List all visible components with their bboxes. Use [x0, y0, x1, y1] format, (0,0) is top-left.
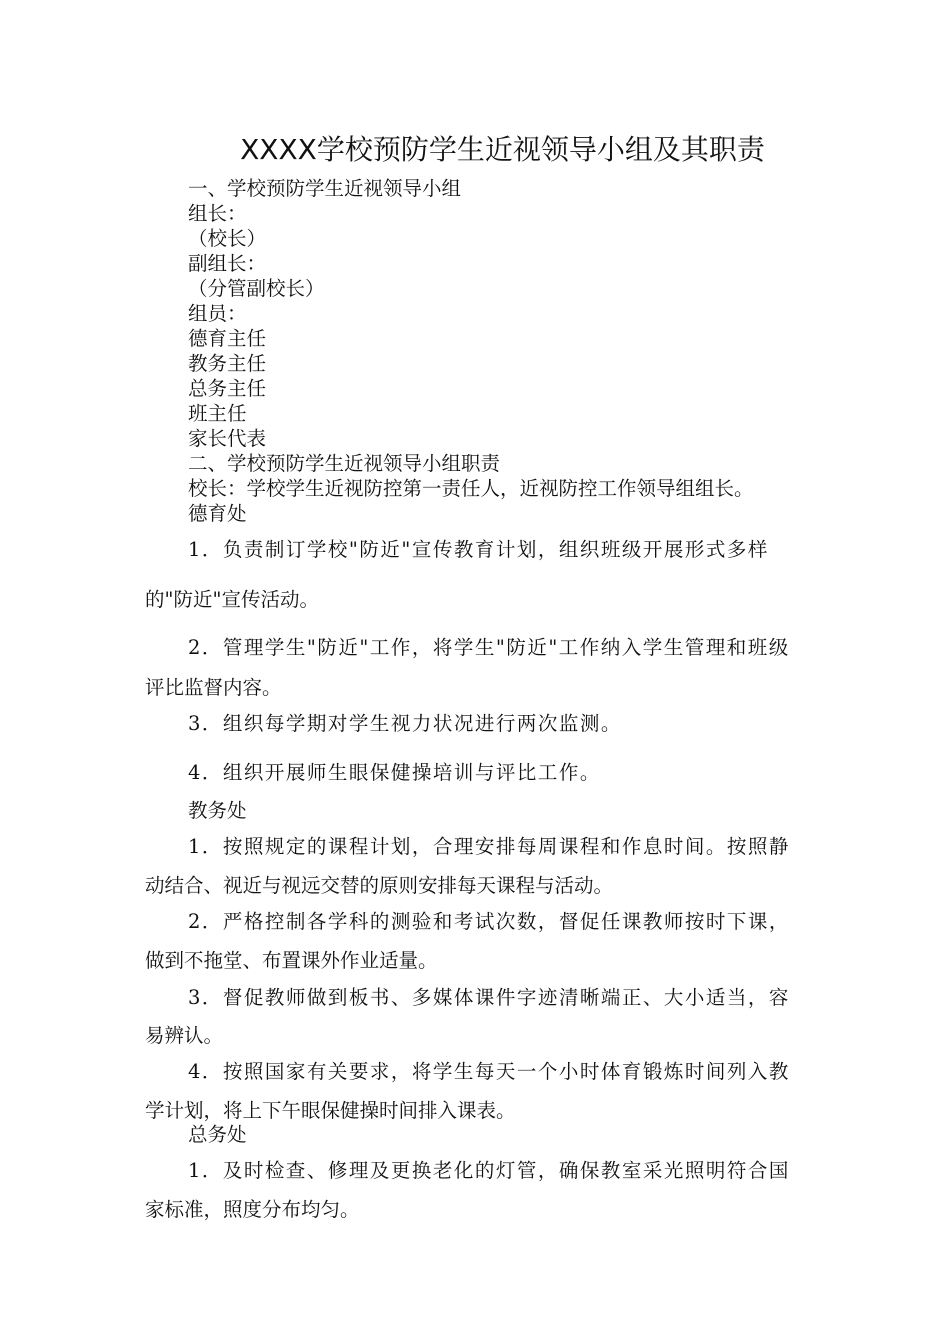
- moral-item-1-cont: 的"防近"宣传活动。: [145, 588, 319, 611]
- vice-leader-value: （分管副校长）: [188, 277, 325, 300]
- academic-item-4-cont: 学计划，将上下午眼保健操时间排入课表。: [145, 1099, 516, 1122]
- academic-item-3-cont: 易辨认。: [145, 1024, 224, 1047]
- academic-item-1: 1．按照规定的课程计划，合理安排每周课程和作息时间。按照静: [188, 835, 790, 858]
- general-office-heading: 总务处: [188, 1123, 247, 1146]
- member-item: 德育主任: [188, 327, 267, 350]
- moral-item-2-cont: 评比监督内容。: [145, 676, 282, 699]
- academic-item-2: 2．严格控制各学科的测验和考试次数，督促任课教师按时下课，: [188, 910, 790, 933]
- academic-office-heading: 教务处: [188, 799, 247, 822]
- general-item-1: 1．及时检查、修理及更换老化的灯管，确保教室采光照明符合国: [188, 1159, 790, 1182]
- vice-leader-label: 副组长：: [188, 252, 267, 275]
- moral-office-heading: 德育处: [188, 502, 247, 525]
- member-item: 家长代表: [188, 427, 267, 450]
- academic-item-3: 3．督促教师做到板书、多媒体课件字迹清晰端正、大小适当，容: [188, 986, 790, 1009]
- member-item: 班主任: [188, 402, 247, 425]
- moral-item-2: 2．管理学生"防近"工作，将学生"防近"工作纳入学生管理和班级: [188, 636, 790, 659]
- moral-item-3: 3．组织每学期对学生视力状况进行两次监测。: [188, 712, 622, 735]
- document-title: XXXX学校预防学生近视领导小组及其职责: [240, 133, 765, 166]
- moral-item-1: 1．负责制订学校"防近"宣传教育计划，组织班级开展形式多样: [188, 538, 769, 561]
- leader-label: 组长：: [188, 202, 247, 225]
- member-item: 总务主任: [188, 377, 267, 400]
- member-item: 教务主任: [188, 352, 267, 375]
- academic-item-1-cont: 动结合、视近与视远交替的原则安排每天课程与活动。: [145, 874, 614, 897]
- principal-duty: 校长：学校学生近视防控第一责任人，近视防控工作领导组组长。: [188, 477, 754, 500]
- moral-item-4: 4．组织开展师生眼保健操培训与评比工作。: [188, 761, 601, 784]
- academic-item-2-cont: 做到不拖堂、布置课外作业适量。: [145, 949, 438, 972]
- section1-heading: 一、学校预防学生近视领导小组: [188, 177, 462, 200]
- section2-heading: 二、学校预防学生近视领导小组职责: [188, 452, 501, 475]
- general-item-1-cont: 家标准，照度分布均匀。: [145, 1198, 360, 1221]
- leader-value: （校长）: [188, 227, 267, 250]
- members-label: 组员：: [188, 302, 247, 325]
- academic-item-4: 4．按照国家有关要求，将学生每天一个小时体育锻炼时间列入教: [188, 1060, 790, 1083]
